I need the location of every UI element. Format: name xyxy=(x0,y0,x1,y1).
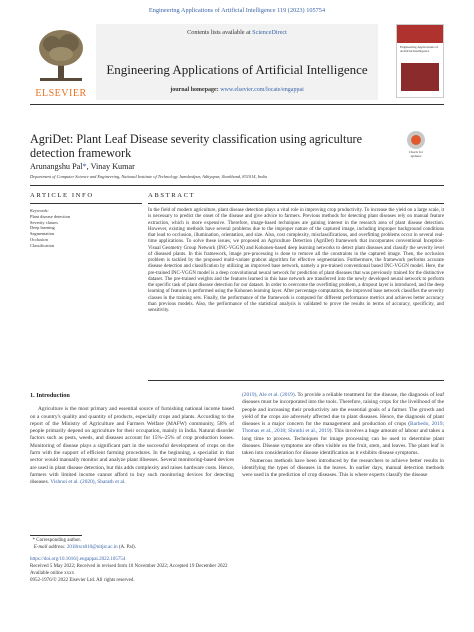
keyword-item: Deep learning xyxy=(30,225,55,231)
keywords-block xyxy=(30,208,142,249)
citation-separator: , xyxy=(94,479,98,486)
author-separator: , xyxy=(86,162,91,171)
citation-link[interactable]: Shruthi et al., 2019 xyxy=(288,428,330,435)
intro-heading: 1. Introduction xyxy=(30,392,70,399)
available-online: Available online xxxx xyxy=(30,571,75,576)
doi-link[interactable]: https://doi.org/10.1016/j.engappai.2022.105754 xyxy=(30,557,126,562)
body-paragraph: Numerous methods have been introduced by the researchers to achieve better results in identifying the types of diseases in the leaves. In earlier days, manual detection methods were used in the prediction of crop diseases. This is where experts classify the disease xyxy=(242,457,444,479)
homepage-prefix: journal homepage: xyxy=(170,87,219,93)
paper-title: AgriDet: Plant Leaf Disease severity classification using agriculture detection framework xyxy=(30,132,363,160)
body-paragraph xyxy=(30,406,234,486)
received-dates: Received 5 May 2022; Received in revised form 10 November 2022; Accepted 19 December 2022 xyxy=(30,564,228,569)
left-column xyxy=(30,392,234,487)
author-name[interactable]: Vinay Kumar xyxy=(90,162,135,171)
citation-separator: ; xyxy=(442,421,444,428)
abstract-text: In the field of modern agriculture, plant disease detection plays a vital role in improving crop productivity. To increase the yield on a large scale, it is necessary to predict the onset of the disease and give advice to farmers. Previous methods for detecting plant diseases rely on manual feature extraction, which is more expensive. Therefore, image-based techniques are gaining interest in the research area of plant disease detection. However, existing methods have several problems due to the improper nature of the captured image, including improper background conditions that lead to occlusion, illumination, orientation, and size. Also, cost complexity, misclassifications, and overfitting problems occur in several real-time applications. To solve these issues, we proposed an Agriculture Detection (AgriDet) framework that incorporates conventional Inception-Visual Geometry Group Network (INC-VGGN) and Kohonen-based deep learning networks to detect plant diseases and classify the severity level of diseased plants. In this framework, image pre-processing is done to remove all the constraints in the captured image. Then, the occlusion problem is tackled by the proposed multi-variate grabcut algorithm for effective segmentation. Furthermore, the framework performs accurate disease detection and classification by utilizing an improved base network, namely a pre-trained conventional based INC-VGGN model. Here, the pre-trained INC-VGGN model is a deep convolutional neural network for prediction of plant diseases that was previously trained for the distinctive dataset. The pre-trained weights and the features learned in this base network are transferred into the newly developed neural network to perform the specific task of plant disease detection for our dataset. In order to overcome the overfitting problem, a dropout layer is introduced, and the deep learning of features is performed using the Kohonen learning layer. After percentage computation, the improved base network classifies the severity classes in the training sets. Finally, the performance of the framework is computed for different performance metrics and achieves better accuracy than previous models. Also, the performance of the statistical analysis is validated to prove the results in terms of accuracy, specificity, and sensitivity. xyxy=(148,208,444,313)
keywords-label: Keywords: xyxy=(30,208,49,213)
check-updates-icon xyxy=(407,131,425,149)
right-column xyxy=(242,392,444,480)
affiliation-divider xyxy=(30,185,444,186)
citation-link[interactable]: Ale et al. (2019) xyxy=(258,392,295,398)
email-suffix: (A. Pal). xyxy=(118,545,136,550)
citation-link[interactable]: Sharath et al. xyxy=(97,479,126,486)
contents-line xyxy=(96,29,378,36)
header-divider xyxy=(30,104,444,105)
journal-title: Engineering Applications of Artificial Intelligence xyxy=(106,62,368,77)
elsevier-logo[interactable] xyxy=(30,24,92,100)
citation-link[interactable]: Vishnoi et al. (2020) xyxy=(50,479,95,486)
paragraph-text: . To provide a reliable treatment for the disease, the diagnosis of leaf diseases must be incorporated into the tools. Therefore, raising crops for the livelihood of the people and increasing their productivity are the essential goals of a farmer. The growth and yield of the crops are adversely affected due to plant diseases. Hence, the diagnosis of plant diseases is a major concern for the management and production of crops ( xyxy=(242,392,444,428)
elsevier-tree-icon xyxy=(36,28,86,82)
citation-link[interactable]: (2019) xyxy=(242,392,257,398)
journal-banner xyxy=(96,24,378,100)
journal-citation[interactable]: Engineering Applications of Artificial Intelligence 119 (2023) 105754 xyxy=(148,7,326,14)
publisher-name: ELSEVIER xyxy=(35,88,87,99)
abstract-heading: ABSTRACT xyxy=(148,192,196,199)
keyword-item: Occlusion xyxy=(30,236,48,242)
abstract-rule xyxy=(148,203,444,204)
author-name[interactable]: Arunangshu Pal xyxy=(30,162,83,171)
corresponding-mark[interactable]: * xyxy=(82,162,87,171)
contents-prefix: Contents lists available at xyxy=(187,29,251,36)
email-label: E-mail address: xyxy=(33,545,66,550)
keyword-item: Classification xyxy=(30,242,55,248)
sciencedirect-link[interactable]: ScienceDirect xyxy=(252,29,287,36)
citation-separator: ; xyxy=(285,428,289,435)
check-updates-button[interactable] xyxy=(404,131,428,158)
footnote xyxy=(30,537,270,551)
paragraph-text: Agriculture is the most primary and essential source of furnishing national income based on a country's quality and quantity of products, especially crops and plants. According to the report of the Ministry of Agriculture and Farmers Welfare (MAFW) community, 58% of people primarily depend on agriculture for their occupation, mainly in India. Natural disorder factors such as pests, weeds, and diseases account for 15%–25% of crop production losses. Monitoring of disease plays a significant part in the successful development of crops on the farm with the support of efficient farming procedures. In the beginning, a specialist in that sector would manually monitor and analyze plant illnesses. Several monitoring-based devices are used in plant disease detection, but this adds complexity and raises hardware costs. Hence, farmers with limited income cannot afford to buy such monitoring devices for detecting diseases. xyxy=(30,406,234,486)
abstract-end-rule xyxy=(148,380,444,381)
cover-image xyxy=(401,63,439,91)
article-info-rule xyxy=(30,203,142,204)
author-list xyxy=(30,162,135,171)
keyword-item: Segmentation xyxy=(30,231,55,237)
body-paragraph xyxy=(242,392,444,458)
cover-band xyxy=(397,25,443,43)
cover-title: Engineering Applications of Artificial Intelligence xyxy=(400,45,439,53)
citation-link[interactable]: Thomas et al., 2018 xyxy=(242,428,286,435)
corresponding-text: Corresponding author. xyxy=(36,538,81,543)
journal-cover[interactable] xyxy=(396,24,444,98)
copyright: 0952-1976/© 2022 Elsevier Ltd. All rights reserved. xyxy=(30,578,135,583)
keyword-item: Plant disease detection xyxy=(30,213,70,219)
footnote-rule xyxy=(30,535,82,536)
email-link[interactable]: 2018rscs010@nitjsr.ac.in xyxy=(66,545,118,550)
citation-separator: , xyxy=(256,392,259,398)
article-info-heading: ARTICLE INFO xyxy=(30,192,94,199)
corresponding-note: * Corresponding author. xyxy=(30,538,81,543)
article-history xyxy=(30,556,270,584)
affiliation: Department of Computer Science and Engineering, National Institute of Technology Jamshedpur, Adityapur, Jharkhand, 831014, India xyxy=(30,174,267,179)
citation-link[interactable]: Barbedo, 2019 xyxy=(410,421,443,428)
keyword-item: Severity classes xyxy=(30,219,58,225)
homepage-link[interactable]: www.elsevier.com/locate/engappai xyxy=(220,87,304,93)
check-updates-label: Check for updates xyxy=(409,150,423,158)
homepage-line xyxy=(96,87,378,93)
masthead xyxy=(30,24,442,100)
paragraph-text: ). This involves a huge amount of labour and takes a long time to process. Techniques for image processing can be used to determine plant diseases. Disease symptoms are often visible on the fruit, stem, and leaves. The plant leaf is taken into consideration for disease identification as it exhibits disease symptoms. xyxy=(242,428,444,457)
email-line xyxy=(30,544,270,551)
